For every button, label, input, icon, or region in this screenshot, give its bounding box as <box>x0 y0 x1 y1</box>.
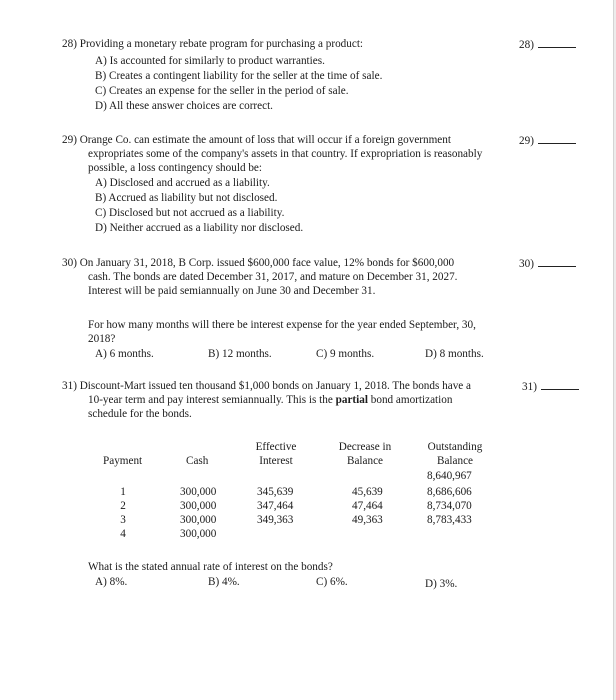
cell-balance: 8,734,070 <box>427 500 472 512</box>
option-b: B) Creates a contingent liability for the seller at the time of sale. <box>95 70 383 82</box>
option-d: D) 8 months. <box>425 348 484 360</box>
cell-payment: 4 <box>120 528 126 540</box>
option-c: C) Creates an expense for the seller in the period of sale. <box>95 85 349 97</box>
option-d: D) All these answer choices are correct. <box>95 100 273 112</box>
cell-payment: 2 <box>120 500 126 512</box>
answer-number: 30) <box>519 258 534 270</box>
answer-blank[interactable] <box>538 257 576 267</box>
header-decrease-balance: Balance <box>346 455 384 467</box>
option-a: A) 6 months. <box>95 348 154 360</box>
cell-payment: 3 <box>120 514 126 526</box>
question-31-stem-line-1 <box>62 380 471 393</box>
option-d: D) 3%. <box>425 578 458 590</box>
stem-text-end: bond amortization <box>367 394 453 406</box>
option-a: A) Disclosed and accrued as a liability. <box>95 177 270 189</box>
stem-emphasis: partial <box>335 394 368 406</box>
question-31-prompt: What is the stated annual rate of interest on the bonds? <box>88 561 333 573</box>
question-30-stem-line-1 <box>62 257 454 270</box>
question-31-stem-line-3: schedule for the bonds. <box>88 408 192 420</box>
question-30-prompt-line-1: For how many months will there be interest expense for the year ended September, 30, <box>88 319 476 331</box>
question-29-stem-line-3: possible, a loss contingency should be: <box>88 162 263 174</box>
option-a: A) 8%. <box>95 576 128 588</box>
header-cash: Cash <box>186 455 209 467</box>
question-text: Providing a monetary rebate program for purchasing a product: <box>79 38 364 50</box>
question-text: Discount-Mart issued ten thousand $1,000 bonds on January 1, 2018. The bonds have a <box>79 380 472 392</box>
question-number: 29) <box>62 134 77 146</box>
header-effective: Effective <box>255 441 297 453</box>
answer-number: 29) <box>519 135 534 147</box>
answer-blank[interactable] <box>541 380 579 390</box>
question-30-stem-line-2: cash. The bonds are dated December 31, 2017, and mature on December 31, 2027. <box>88 271 458 283</box>
option-b: B) 12 months. <box>208 348 272 360</box>
question-29-stem-line-2: expropriates some of the company's assets in that country. If expropriation is reasonably <box>88 148 483 160</box>
option-a: A) Is accounted for similarly to product warranties. <box>95 55 325 67</box>
stem-text: 10-year term and pay interest semiannually. This is the <box>88 394 336 406</box>
cell-decrease: 47,464 <box>352 500 383 512</box>
header-decrease-in: Decrease in <box>338 441 392 453</box>
question-number: 28) <box>62 38 77 50</box>
cell-cash: 300,000 <box>180 528 217 540</box>
question-30-prompt-line-2: 2018? <box>88 333 116 345</box>
question-30-stem-line-3: Interest will be paid semiannually on June 30 and December 31. <box>88 285 376 297</box>
page-edge <box>613 0 614 700</box>
header-interest: Interest <box>259 455 293 467</box>
option-c: C) Disclosed but not accrued as a liability. <box>95 207 285 219</box>
header-outstanding-balance: Balance <box>436 455 474 467</box>
question-31-stem-line-2 <box>88 394 452 407</box>
cell-payment: 1 <box>120 486 126 498</box>
option-c: C) 9 months. <box>316 348 375 360</box>
option-b: B) Accrued as liability but not disclosed. <box>95 192 278 204</box>
answer-slot-28[interactable] <box>519 38 576 52</box>
header-outstanding: Outstanding <box>427 441 483 453</box>
cell-interest: 347,464 <box>257 500 294 512</box>
question-text: On January 31, 2018, B Corp. issued $600,000 face value, 12% bonds for $600,000 <box>79 257 455 269</box>
cell-interest: 349,363 <box>257 514 294 526</box>
question-28-stem <box>62 38 363 51</box>
cell-decrease: 49,363 <box>352 514 383 526</box>
initial-balance: 8,640,967 <box>427 470 472 482</box>
answer-number: 28) <box>519 39 534 51</box>
answer-blank[interactable] <box>538 38 576 48</box>
question-number: 31) <box>62 380 77 392</box>
cell-cash: 300,000 <box>180 500 217 512</box>
option-c: C) 6%. <box>316 576 348 588</box>
cell-cash: 300,000 <box>180 514 217 526</box>
question-number: 30) <box>62 257 77 269</box>
answer-blank[interactable] <box>538 134 576 144</box>
cell-balance: 8,783,433 <box>427 514 472 526</box>
question-29-stem-line-1 <box>62 134 451 147</box>
cell-cash: 300,000 <box>180 486 217 498</box>
answer-slot-31[interactable] <box>522 380 579 394</box>
question-text: Orange Co. can estimate the amount of loss that will occur if a foreign government <box>79 134 451 146</box>
option-d: D) Neither accrued as a liability nor disclosed. <box>95 222 304 234</box>
option-b: B) 4%. <box>208 576 240 588</box>
answer-slot-30[interactable] <box>519 257 576 271</box>
answer-number: 31) <box>522 381 537 393</box>
cell-decrease: 45,639 <box>352 486 383 498</box>
cell-interest: 345,639 <box>257 486 294 498</box>
cell-balance: 8,686,606 <box>427 486 472 498</box>
header-payment: Payment <box>103 455 143 467</box>
answer-slot-29[interactable] <box>519 134 576 148</box>
